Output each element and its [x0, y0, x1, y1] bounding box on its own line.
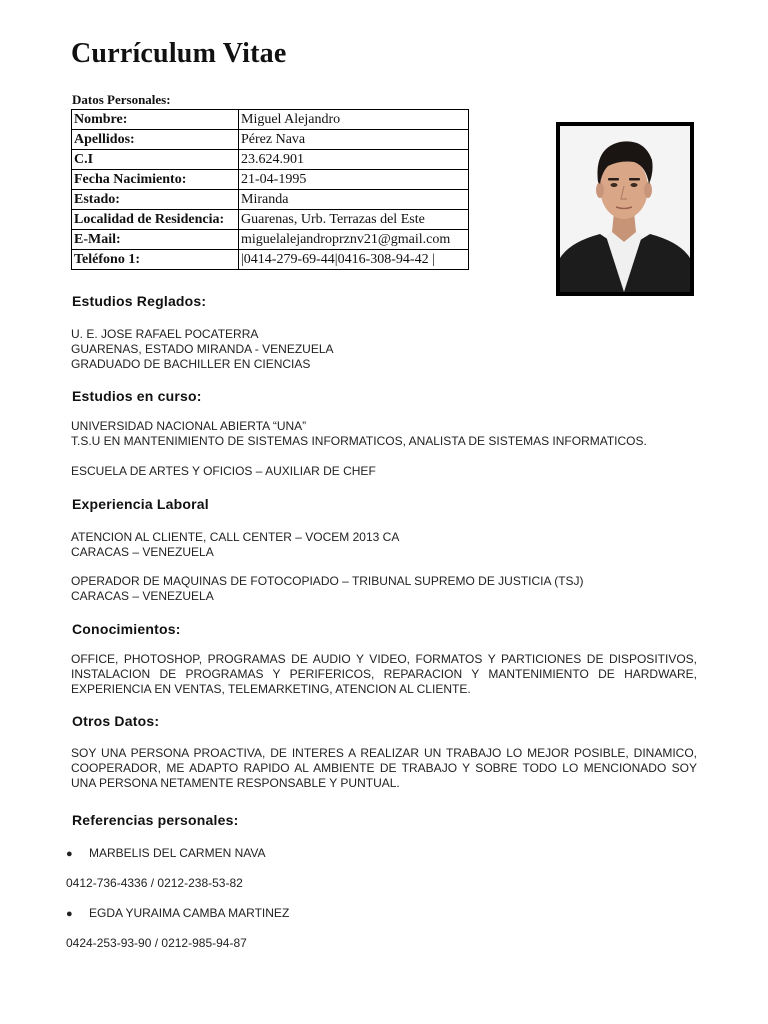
text-line: ATENCION AL CLIENTE, CALL CENTER – VOCEM 2013 CA	[71, 530, 400, 544]
text-line: T.S.U EN MANTENIMIENTO DE SISTEMAS INFORMATICOS, ANALISTA DE SISTEMAS INFORMATICOS.	[71, 434, 647, 448]
table-row	[72, 230, 469, 250]
reference-phone: 0424-253-93-90 / 0212-985-94-87	[66, 936, 247, 950]
table-row	[72, 130, 469, 150]
section-heading-estudios-curso: Estudios en curso:	[72, 388, 202, 404]
row-key: C.I	[72, 150, 239, 170]
section-heading-otros-datos: Otros Datos:	[72, 713, 160, 729]
personal-data-label: Datos Personales:	[72, 92, 171, 107]
table-row	[72, 210, 469, 230]
bullet-icon: ●	[66, 848, 73, 860]
row-key: Apellidos:	[72, 130, 239, 150]
estudios-curso-extra: ESCUELA DE ARTES Y OFICIOS – AUXILIAR DE CHEF	[71, 464, 376, 478]
row-key: Fecha Nacimiento:	[72, 170, 239, 190]
section-heading-referencias: Referencias personales:	[72, 812, 239, 828]
list-item	[66, 906, 289, 920]
estudios-curso-text	[71, 419, 647, 449]
row-key: Estado:	[72, 190, 239, 210]
table-row	[72, 190, 469, 210]
text-line: CARACAS – VENEZUELA	[71, 589, 214, 603]
text-line: CARACAS – VENEZUELA	[71, 545, 214, 559]
profile-photo	[556, 122, 694, 296]
portrait-illustration	[560, 126, 690, 292]
row-value: 23.624.901	[239, 150, 469, 170]
table-row	[72, 250, 469, 270]
text-line: UNIVERSIDAD NACIONAL ABIERTA “UNA”	[71, 419, 307, 433]
text-line: OPERADOR DE MAQUINAS DE FOTOCOPIADO – TRIBUNAL SUPREMO DE JUSTICIA (TSJ)	[71, 574, 584, 588]
section-heading-conocimientos: Conocimientos:	[72, 621, 181, 637]
otros-datos-text: SOY UNA PERSONA PROACTIVA, DE INTERES A REALIZAR UN TRABAJO LO MEJOR POSIBLE, DINAMICO, COOPERADOR, ME ADAPTO RAPIDO AL AMBIENTE DE TRABAJO Y SOBRE TODO LO MENCIONADO SOY UNA PERSONA NETAMENTE RESPONSABLE Y PUNTUAL.	[71, 746, 697, 790]
table-row	[72, 150, 469, 170]
row-key: Teléfono 1:	[72, 250, 239, 270]
page-title: Currículum Vitae	[71, 38, 287, 69]
personal-data-table	[71, 109, 469, 270]
table-row	[72, 170, 469, 190]
text-line: U. E. JOSE RAFAEL POCATERRA	[71, 327, 259, 341]
bullet-icon: ●	[66, 908, 73, 920]
row-value: Pérez Nava	[239, 130, 469, 150]
experiencia-job-1	[71, 530, 399, 560]
phone-value: |0414-279-69-44|0416-308-94-42 |	[239, 250, 469, 270]
section-heading-experiencia: Experiencia Laboral	[72, 496, 209, 512]
row-key: Localidad de Residencia:	[72, 210, 239, 230]
row-value: Guarenas, Urb. Terrazas del Este	[239, 210, 469, 230]
reference-name: MARBELIS DEL CARMEN NAVA	[89, 846, 266, 860]
estudios-reglados-text	[71, 327, 334, 372]
email-value: miguelalejandroprznv21@gmail.com	[239, 230, 469, 250]
conocimientos-text: OFFICE, PHOTOSHOP, PROGRAMAS DE AUDIO Y VIDEO, FORMATOS Y PARTICIONES DE DISPOSITIVOS, INSTALACION DE PROGRAMAS Y PERIFERICOS, REPARACION Y MANTENIMIENTO DE HARDWARE, EXPERIENCIA EN VENTAS, TELEMARKETING, ATENCION AL CLIENTE.	[71, 652, 697, 696]
table-row	[72, 110, 469, 130]
reference-phone: 0412-736-4336 / 0212-238-53-82	[66, 876, 243, 890]
row-key: E-Mail:	[72, 230, 239, 250]
list-item	[66, 846, 265, 860]
experiencia-job-2	[71, 574, 584, 604]
row-value: Miranda	[239, 190, 469, 210]
row-value: Miguel Alejandro	[239, 110, 469, 130]
text-line: GRADUADO DE BACHILLER EN CIENCIAS	[71, 357, 311, 371]
row-value: 21-04-1995	[239, 170, 469, 190]
reference-name: EGDA YURAIMA CAMBA MARTINEZ	[89, 906, 290, 920]
row-key: Nombre:	[72, 110, 239, 130]
text-line: GUARENAS, ESTADO MIRANDA - VENEZUELA	[71, 342, 334, 356]
section-heading-estudios-reglados: Estudios Reglados:	[72, 293, 207, 309]
